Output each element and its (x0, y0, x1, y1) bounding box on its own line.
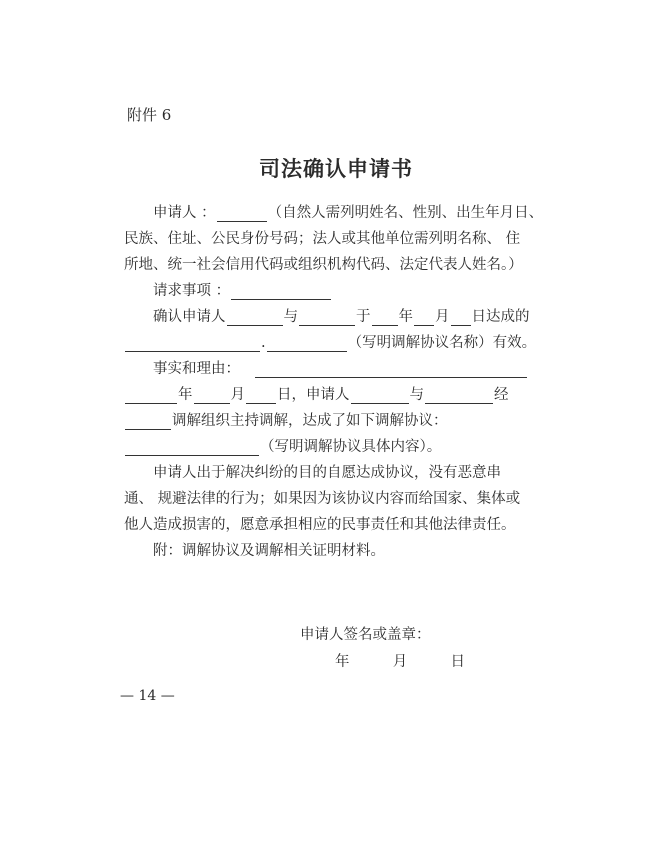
confirm-at-word: 于 (356, 309, 371, 325)
facts-party-blank[interactable] (425, 386, 493, 404)
page-number: — 14 — (120, 688, 175, 704)
applicant-note-1: （自然人需列明姓名、性别、出生年月日、 (267, 205, 544, 221)
confirm-month-word: 月 (435, 309, 450, 325)
confirm-applicant-blank[interactable] (227, 308, 283, 326)
agreement-name-line (124, 330, 556, 356)
applicant-label: 申请人 ： (153, 205, 216, 221)
mediation-line (124, 408, 556, 434)
mediation-text: 调解组织主持调解，达成了如下调解协议： (172, 413, 448, 429)
declaration-text-1: 申请人出于解决纠纷的目的自愿达成协议，没有恶意串 (153, 465, 501, 481)
declaration-line-1 (124, 460, 556, 486)
agreement-content-blank[interactable] (125, 438, 259, 456)
facts-applicant-blank[interactable] (351, 386, 409, 404)
agreement-dot: . (261, 335, 266, 351)
facts-blank[interactable] (255, 360, 527, 378)
application-body (124, 200, 556, 564)
facts-day-applicant: 日，申请人 (277, 387, 350, 403)
facts-label: 事实和理由： (153, 361, 240, 377)
facts-date-line (124, 382, 556, 408)
signature-year: 年 (335, 654, 350, 670)
applicant-line-1 (124, 200, 556, 226)
facts-via-word: 经 (494, 387, 509, 403)
attachment-label: 附件 6 (127, 106, 172, 124)
declaration-text-3: 他人造成损害的，愿意承担相应的民事责任和其他法律责任。 (124, 517, 516, 533)
signature-month: 月 (392, 654, 408, 670)
applicant-note-2: 民族、住址、公民身份号码；法人或其他单位需列明名称、 住 (124, 231, 521, 247)
document-title: 司法确认申请书 (259, 156, 413, 181)
agreement-name-blank-a[interactable] (125, 334, 260, 352)
applicant-line-3 (124, 252, 556, 278)
signature-label: 申请人签名或盖章： (300, 627, 431, 643)
confirm-line (124, 304, 556, 330)
declaration-text-2: 通、 规避法律的行为；如果因为该协议内容而给国家、集体或 (124, 491, 521, 507)
declaration-line-3 (124, 512, 556, 538)
agreement-name-note: （写明调解协议名称）有效。 (347, 335, 537, 351)
attachments-text: 附：调解协议及调解相关证明材料。 (153, 543, 385, 559)
confirm-day-reached: 日达成的 (471, 309, 530, 325)
signature-date (335, 650, 465, 671)
facts-month-word: 月 (230, 387, 245, 403)
signature-day: 日 (450, 654, 465, 670)
confirm-month-blank[interactable] (414, 308, 434, 326)
applicant-line-2 (124, 226, 556, 252)
confirm-prefix: 确认申请人 (153, 309, 226, 325)
declaration-line-2 (124, 486, 556, 512)
confirm-day-blank[interactable] (451, 308, 471, 326)
agreement-content-note: （写明调解协议具体内容）。 (260, 439, 442, 455)
agreement-content-line (124, 434, 556, 460)
confirm-year-word: 年 (398, 309, 413, 325)
request-line (124, 278, 556, 304)
request-blank[interactable] (231, 282, 331, 300)
confirm-year-blank[interactable] (372, 308, 398, 326)
applicant-note-3: 所地、统一社会信用代码或组织机构代码、法定代表人姓名。） (124, 257, 523, 273)
facts-line (124, 356, 556, 382)
request-label: 请求事项 ： (153, 283, 231, 299)
agreement-name-blank-b[interactable] (267, 334, 347, 352)
facts-and-word: 与 (409, 387, 424, 403)
facts-year-word: 年 (178, 387, 193, 403)
mediation-org-blank[interactable] (125, 412, 171, 430)
facts-year-blank[interactable] (125, 386, 177, 404)
facts-month-blank[interactable] (194, 386, 230, 404)
applicant-name-blank[interactable] (217, 204, 267, 222)
confirm-party-blank[interactable] (299, 308, 355, 326)
confirm-and-word: 与 (283, 309, 298, 325)
facts-day-blank[interactable] (246, 386, 276, 404)
attachments-line (124, 538, 556, 564)
